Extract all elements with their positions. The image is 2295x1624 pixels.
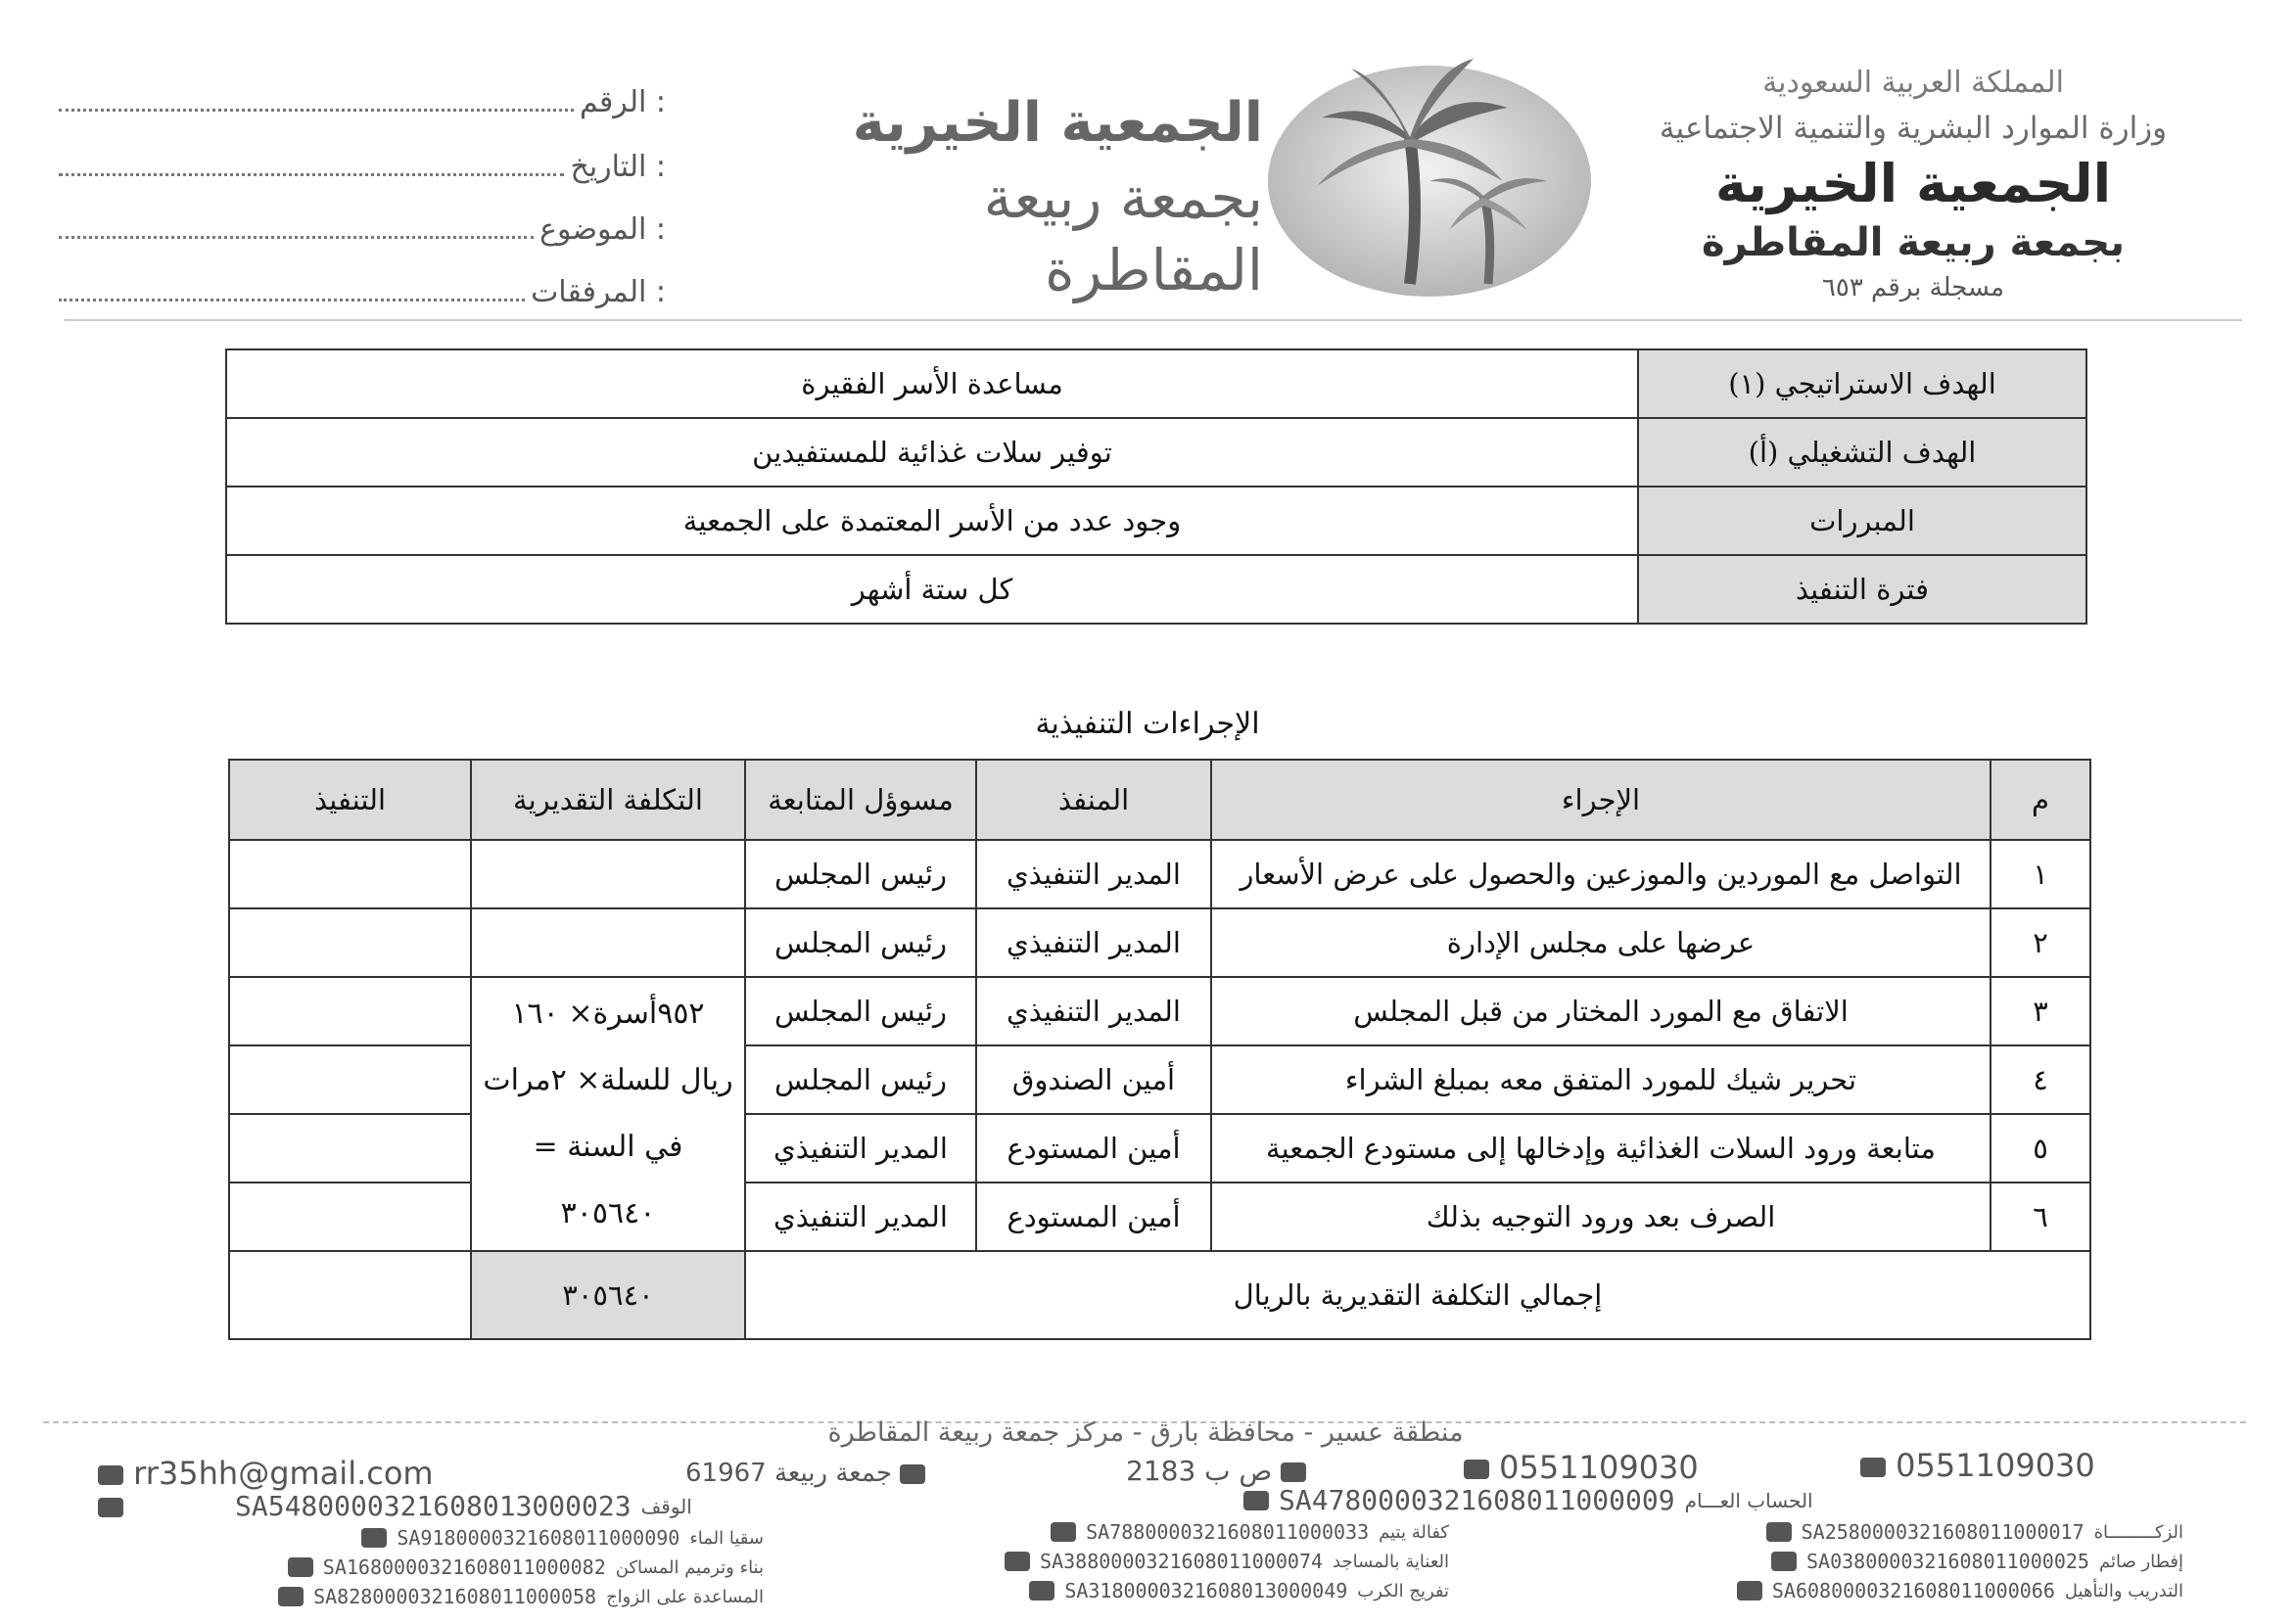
account-iban: SA8280000321608011000058 — [313, 1585, 597, 1608]
row-value: مساعدة الأسر الفقيرة — [226, 349, 1638, 418]
footer-address: منطقة عسير - محافظة بارق - مركز جمعة ربيعة المقاطرة — [827, 1417, 1464, 1448]
title-line-3: المقاطرة — [1045, 237, 1263, 303]
row-action: عرضها على مجلس الإدارة — [1211, 908, 1991, 977]
row-label: الهدف الاستراتيجي (١) — [1638, 349, 2086, 418]
account-row — [98, 1523, 764, 1553]
col-follow-up: مسوؤل المتابعة — [745, 760, 976, 840]
subject-line — [59, 236, 534, 239]
palm-tree-logo-icon — [1263, 59, 1596, 303]
row-executor: المدير التنفيذي — [976, 977, 1211, 1045]
col-cost: التكلفة التقديرية — [471, 760, 745, 840]
whatsapp-contact — [1860, 1447, 2095, 1484]
table-header-row — [229, 760, 2090, 840]
number-field — [59, 80, 666, 119]
row-action: تحرير شيك للمورد المتفق معه بمبلغ الشراء — [1211, 1045, 1991, 1114]
cost-line: ٩٥٢أسرة× ١٦٠ — [511, 997, 705, 1031]
total-execution — [229, 1251, 471, 1339]
row-cost — [471, 908, 745, 977]
row-label: المبررات — [1638, 487, 2086, 555]
row-action: التواصل مع الموردين والموزعين والحصول على عرض الأسعار — [1211, 840, 1991, 908]
account-label: المساعدة على الزواج — [606, 1586, 764, 1607]
row-follow-up: المدير التنفيذي — [745, 1114, 976, 1183]
kingdom-name: المملكة العربية السعودية — [1762, 66, 2064, 100]
strategic-goal-table — [225, 348, 2087, 625]
bank-icon — [361, 1528, 387, 1548]
bank-icon — [1771, 1552, 1797, 1571]
account-iban: SA1680000321608011000082 — [322, 1555, 606, 1579]
row-execution — [229, 840, 471, 908]
organization-name: الجمعية الخيرية — [1714, 153, 2112, 214]
postal-icon — [900, 1464, 925, 1484]
cost-line: ٣٠٥٦٤٠ — [560, 1196, 656, 1230]
account-label: سقيا الماء — [689, 1527, 764, 1549]
table-row — [229, 908, 2090, 977]
attachments-label: المرفقات : — [531, 275, 666, 309]
phone-contact — [1464, 1449, 1699, 1486]
bank-icon — [278, 1587, 304, 1606]
row-num: ٤ — [1991, 1045, 2090, 1114]
row-executor: أمين المستودع — [976, 1183, 1211, 1251]
title-line-2: بجمعة ربيعة — [983, 164, 1263, 231]
row-value: وجود عدد من الأسر المعتمدة على الجمعية — [226, 487, 1638, 555]
account-label: بناء وترميم المساكن — [615, 1556, 764, 1578]
account-row — [1547, 1517, 2183, 1547]
mailbox-icon — [1281, 1462, 1306, 1482]
row-cost — [471, 840, 745, 908]
col-execution: التنفيذ — [229, 760, 471, 840]
bank-icon — [1005, 1552, 1030, 1571]
row-follow-up: رئيس المجلس — [745, 977, 976, 1045]
row-execution — [229, 1045, 471, 1114]
table-row — [226, 555, 2086, 624]
registration-number: مسجلة برقم ٦٥٣ — [1821, 273, 2005, 302]
col-executor: المنفذ — [976, 760, 1211, 840]
postal-contact — [685, 1459, 925, 1488]
row-num: ٣ — [1991, 977, 2090, 1045]
row-label: الهدف التشغيلي (أ) — [1638, 418, 2086, 487]
row-follow-up: رئيس المجلس — [745, 1045, 976, 1114]
phone-icon — [1464, 1460, 1489, 1479]
account-iban: SA7880000321608011000033 — [1086, 1520, 1370, 1544]
account-label: الزكـــــــــاة — [2093, 1521, 2183, 1543]
attachments-field — [59, 270, 666, 309]
header-divider — [65, 319, 2242, 321]
accounts-column-2 — [822, 1517, 1449, 1605]
row-execution — [229, 1114, 471, 1183]
account-iban: SA3880000321608011000074 — [1040, 1550, 1324, 1573]
email-contact — [98, 1455, 434, 1492]
pobox-contact — [1126, 1455, 1306, 1487]
accounts-column-3 — [98, 1523, 764, 1611]
account-row — [822, 1517, 1449, 1547]
table-row — [226, 418, 2086, 487]
row-num: ٢ — [1991, 908, 2090, 977]
row-value: توفير سلات غذائية للمستفيدين — [226, 418, 1638, 487]
row-value: كل ستة أشهر — [226, 555, 1638, 624]
bank-icon — [1029, 1581, 1054, 1601]
postal-value: جمعة ربيعة 61967 — [685, 1459, 892, 1488]
row-follow-up: رئيس المجلس — [745, 840, 976, 908]
col-action: الإجراء — [1211, 760, 1991, 840]
date-line — [59, 173, 564, 176]
account-label: العناية بالمساجد — [1333, 1551, 1449, 1572]
account-iban: SA6080000321608011000066 — [1771, 1579, 2055, 1602]
bank-icon — [1766, 1522, 1792, 1542]
row-num: ٥ — [1991, 1114, 2090, 1183]
account-label: إفطار صائم — [2098, 1551, 2183, 1572]
bank-icon — [1243, 1491, 1269, 1510]
bank-icon — [98, 1498, 123, 1517]
row-action: الاتفاق مع المورد المختار من قبل المجلس — [1211, 977, 1991, 1045]
general-account-iban: SA4780000321608011000009 — [1279, 1484, 1675, 1516]
row-num: ١ — [1991, 840, 2090, 908]
account-iban: SA0380000321608011000025 — [1805, 1550, 2089, 1573]
row-executor: أمين الصندوق — [976, 1045, 1211, 1114]
account-row — [1547, 1547, 2183, 1576]
row-executor: أمين المستودع — [976, 1114, 1211, 1183]
account-label: كفالة يتيم — [1379, 1521, 1449, 1543]
general-account — [1243, 1484, 1813, 1516]
account-row — [98, 1582, 764, 1611]
row-action: الصرف بعد ورود التوجيه بذلك — [1211, 1183, 1991, 1251]
phone-number: 0551109030 — [1499, 1449, 1699, 1486]
row-action: متابعة ورود السلات الغذائية وإدخالها إلى مستودع الجمعية — [1211, 1114, 1991, 1183]
row-executor: المدير التنفيذي — [976, 908, 1211, 977]
waqf-account — [235, 1490, 692, 1522]
accounts-column-1 — [1547, 1517, 2183, 1605]
date-field — [59, 145, 666, 184]
account-row — [822, 1576, 1449, 1605]
row-follow-up: المدير التنفيذي — [745, 1183, 976, 1251]
ministry-name: وزارة الموارد البشرية والتنمية الاجتماعية — [1659, 111, 2168, 146]
whatsapp-icon — [1860, 1458, 1886, 1477]
header-organization-block — [1561, 61, 2266, 307]
row-execution — [229, 1183, 471, 1251]
general-account-label: الحساب العـــام — [1684, 1488, 1813, 1512]
col-num: م — [1991, 760, 2090, 840]
cost-line: في السنة = — [533, 1130, 683, 1164]
attachments-line — [59, 299, 525, 302]
bank-icon — [288, 1557, 313, 1577]
total-value: ٣٠٥٦٤٠ — [471, 1251, 745, 1339]
email-icon — [98, 1465, 123, 1485]
row-execution — [229, 908, 471, 977]
whatsapp-number: 0551109030 — [1896, 1447, 2095, 1484]
bank-icon — [1051, 1522, 1076, 1542]
date-label: التاريخ : — [570, 150, 666, 184]
total-label: إجمالي التكلفة التقديرية بالريال — [745, 1251, 2090, 1339]
title-line-1: الجمعية الخيرية — [852, 91, 1263, 155]
total-row — [229, 1251, 2090, 1339]
organization-place: بجمعة ربيعة المقاطرة — [1701, 220, 2126, 265]
email-value: rr35hh@gmail.com — [133, 1455, 434, 1492]
bank-icon — [1737, 1581, 1762, 1601]
subject-label: الموضوع : — [539, 212, 666, 247]
row-num: ٦ — [1991, 1183, 2090, 1251]
row-label: فترة التنفيذ — [1638, 555, 2086, 624]
account-row — [822, 1547, 1449, 1576]
row-follow-up: رئيس المجلس — [745, 908, 976, 977]
table-row — [226, 349, 2086, 418]
table-row — [229, 977, 2090, 1045]
waqf-account-label: الوقف — [640, 1494, 692, 1518]
account-iban: SA9180000321608011000090 — [397, 1526, 680, 1550]
section-title: الإجراءات التنفيذية — [1035, 707, 1260, 741]
header-title-block — [773, 86, 1263, 305]
number-line — [59, 109, 574, 112]
row-execution — [229, 977, 471, 1045]
subject-field — [59, 208, 666, 247]
actions-table — [228, 759, 2091, 1340]
account-iban: SA2580000321608011000017 — [1801, 1520, 2084, 1544]
cost-line: ريال للسلة× ٢مرات — [483, 1063, 733, 1097]
account-iban: SA3180000321608013000049 — [1064, 1579, 1348, 1602]
cost-calculation-cell — [471, 977, 745, 1251]
table-row — [226, 487, 2086, 555]
account-row — [98, 1553, 764, 1582]
table-row — [229, 840, 2090, 908]
row-executor: المدير التنفيذي — [976, 840, 1211, 908]
number-label: الرقم : — [580, 85, 666, 119]
account-row — [1547, 1576, 2183, 1605]
account-label: التدريب والتأهيل — [2064, 1580, 2183, 1601]
waqf-account-iban: SA5480000321608013000023 — [235, 1490, 632, 1522]
account-label: تفريج الكرب — [1357, 1580, 1449, 1601]
pobox-value: ص ب 2183 — [1126, 1455, 1273, 1487]
